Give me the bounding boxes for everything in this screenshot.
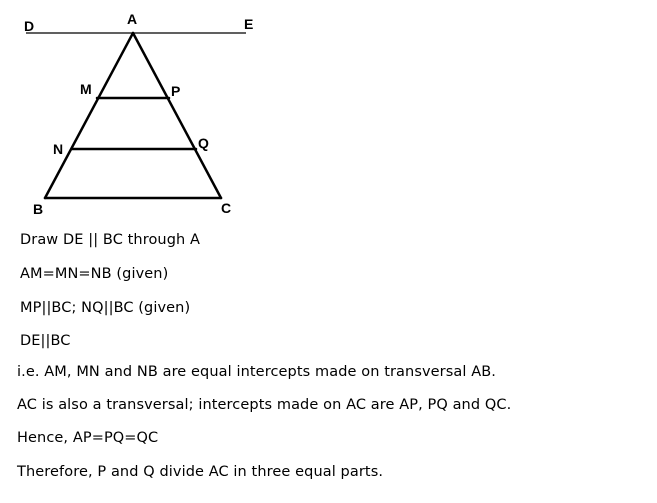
solution-line-2: AM=MN=NB (given) bbox=[20, 266, 169, 282]
point-label-d: D bbox=[24, 18, 35, 34]
point-label-a: A bbox=[127, 11, 138, 27]
solution-line-3: MP||BC; NQ||BC (given) bbox=[20, 300, 191, 316]
point-label-n: N bbox=[53, 141, 64, 157]
point-label-c: C bbox=[221, 200, 232, 216]
triangle-figure bbox=[0, 0, 657, 230]
solution-line-1: Draw DE || BC through A bbox=[20, 232, 201, 248]
solution-line-5: i.e. AM, MN and NB are equal intercepts made on transversal AB. bbox=[17, 364, 497, 380]
solution-line-4: DE||BC bbox=[20, 333, 71, 349]
point-label-p: P bbox=[171, 83, 181, 99]
solution-line-8: Therefore, P and Q divide AC in three equal parts. bbox=[17, 464, 384, 480]
point-label-q: Q bbox=[198, 135, 209, 151]
side-ac bbox=[133, 33, 221, 198]
solution-line-6: AC is also a transversal; intercepts made on AC are AP, PQ and QC. bbox=[17, 397, 512, 413]
point-label-e: E bbox=[244, 16, 254, 32]
side-ab bbox=[45, 33, 133, 198]
point-label-b: B bbox=[33, 201, 44, 217]
point-label-m: M bbox=[80, 81, 92, 97]
solution-line-7: Hence, AP=PQ=QC bbox=[17, 430, 159, 446]
